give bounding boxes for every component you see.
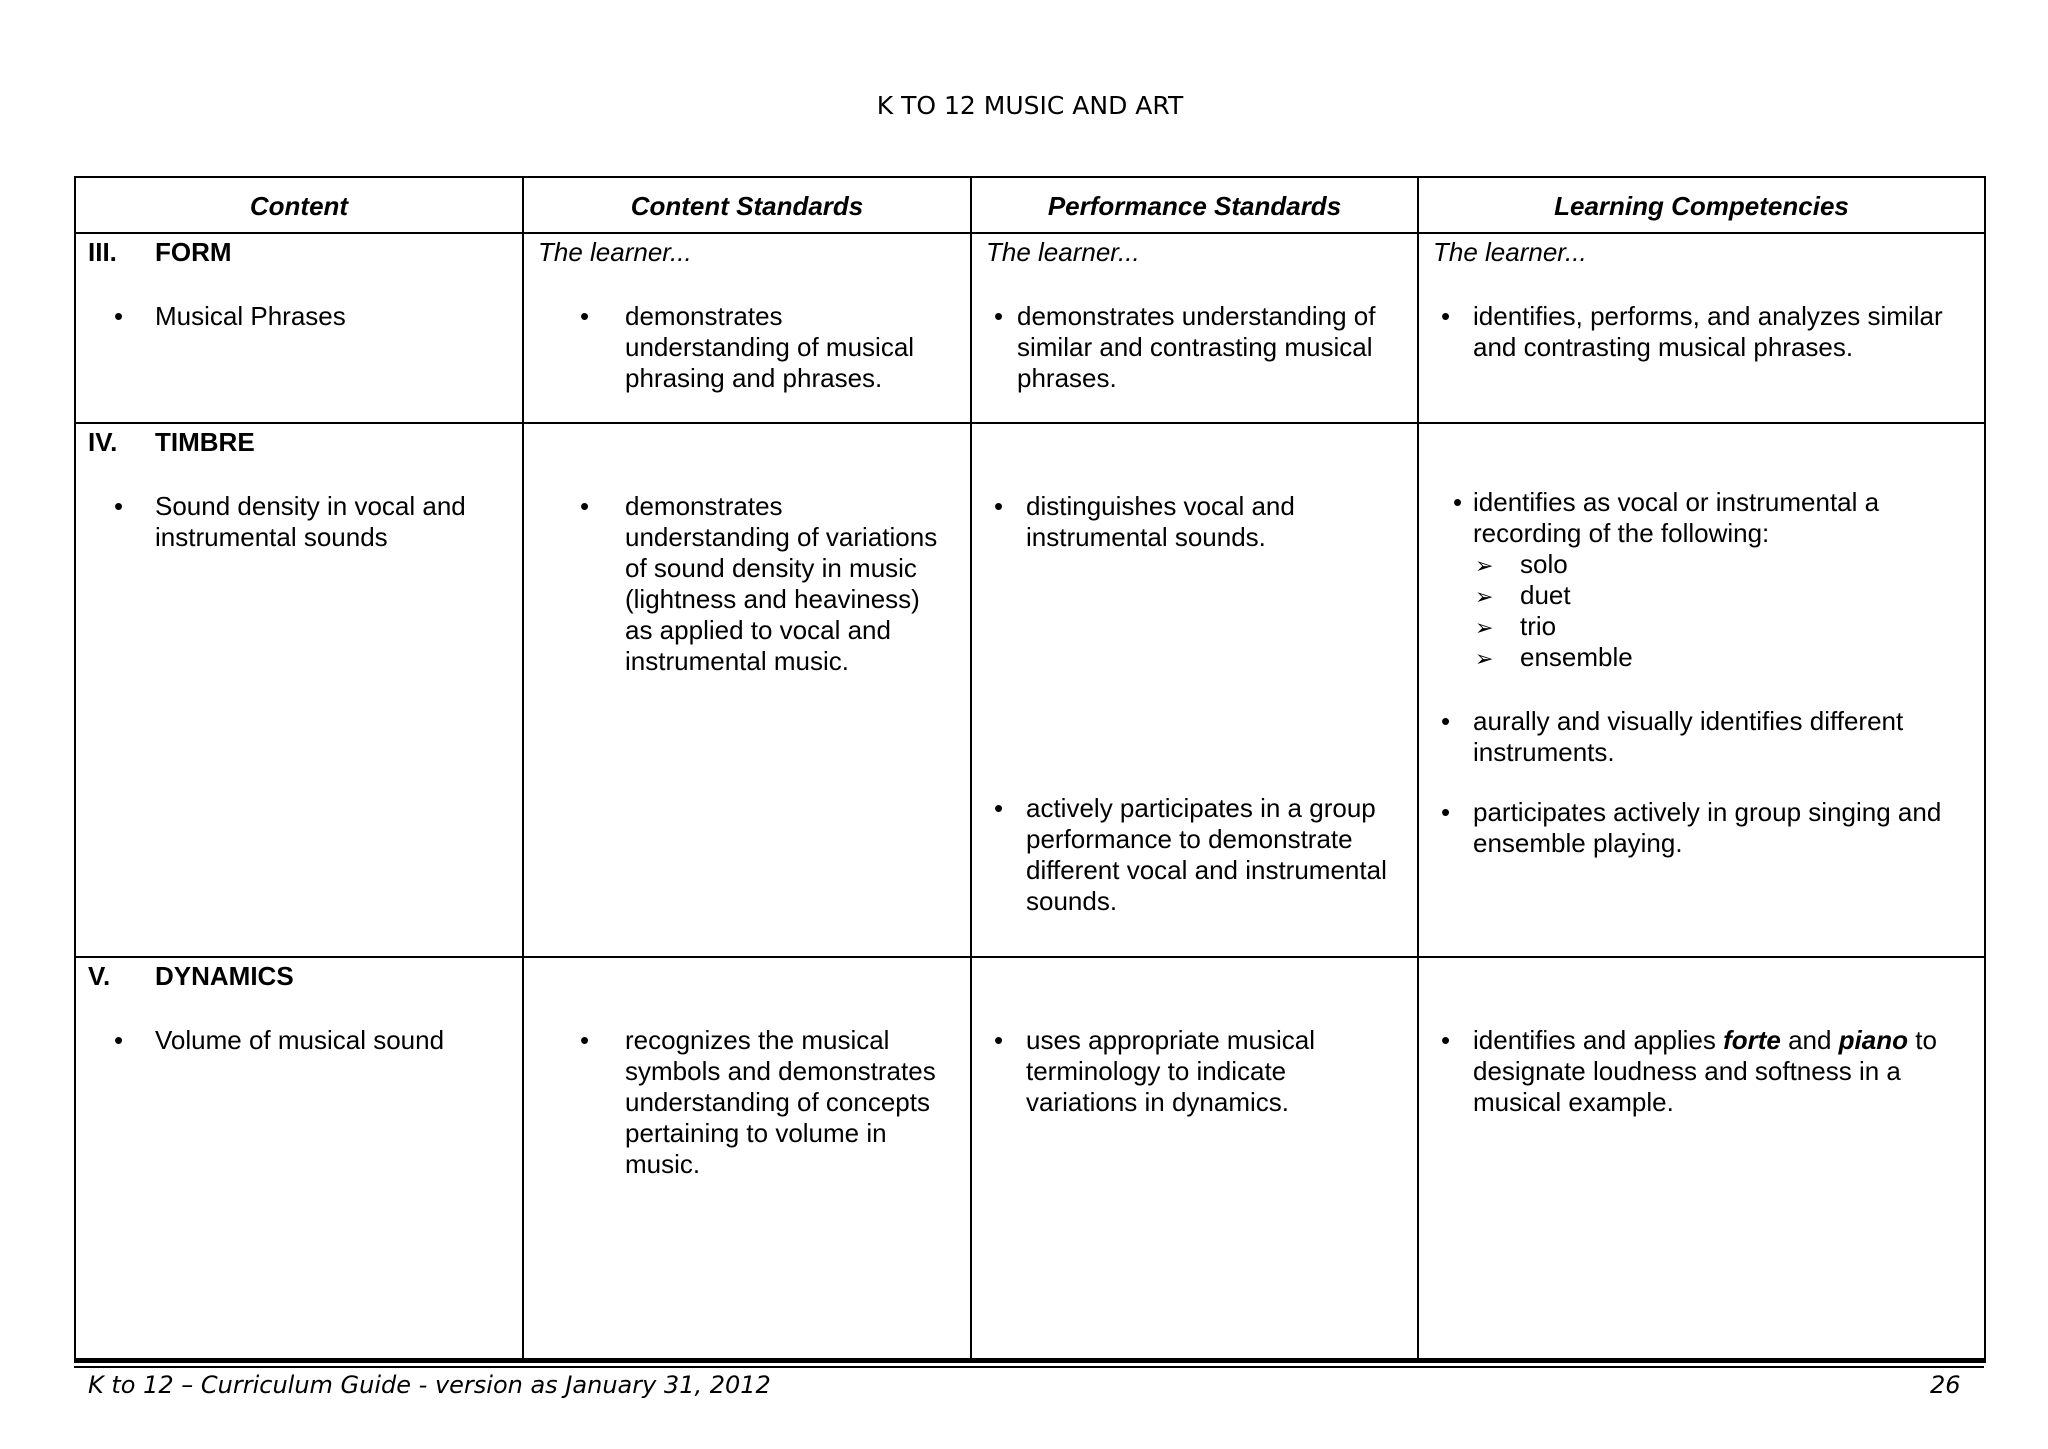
bullet-icon: • [1441,1025,1451,1055]
content-standards-cell [523,957,971,1362]
page-number: 26 [1930,1371,1961,1399]
list-item: trio [1520,611,1557,641]
table-row-timbre [75,423,1985,957]
content-cell [75,423,523,957]
bullet-icon: • [580,301,590,331]
section-title: FORM [155,237,232,267]
performance-standard-text: demonstrates understanding of similar and contrasting musical phrases. [1017,301,1376,393]
learner-intro: The learner... [538,237,692,267]
column-header-content-standards: Content Standards [523,177,971,233]
bullet-icon: • [114,491,124,521]
learner-intro: The learner... [1433,237,1587,267]
content-standard-text: demonstrates understanding of musical phrasing and phrases. [625,301,915,393]
bullet-icon: • [1453,487,1463,517]
bullet-icon: • [580,1025,590,1055]
performance-standards-cell [971,423,1418,957]
content-standards-cell [523,233,971,423]
section-title: TIMBRE [155,427,255,457]
column-header-performance-standards: Performance Standards [971,177,1418,233]
content-standard-text: demonstrates understanding of variations of sound density in music (lightness and heaviness) as applied to vocal and instrumental music. [625,491,938,676]
table-row-dynamics [75,957,1985,1362]
learning-competencies-cell [1418,957,1985,1362]
bullet-icon: • [1441,301,1451,331]
table-row-form [75,233,1985,423]
section-numeral: V. [88,961,111,991]
bullet-icon: • [580,491,590,521]
list-item: solo [1520,549,1568,579]
learning-competencies-cell [1418,233,1985,423]
performance-standards-cell [971,233,1418,423]
arrow-bullet-icon: ➢ [1475,554,1494,579]
bullet-icon: • [994,793,1004,823]
footer-divider-thin [74,1366,1984,1368]
footer-divider [74,1358,1984,1363]
arrow-bullet-icon: ➢ [1475,585,1494,610]
column-header-learning-competencies: Learning Competencies [1418,177,1985,233]
performance-standard-text: distinguishes vocal and instrumental sounds. [1026,491,1295,552]
bullet-icon: • [1441,797,1451,827]
content-cell [75,957,523,1362]
learning-competency-text: identifies, performs, and analyzes similar and contrasting musical phrases. [1473,301,1943,362]
learner-intro: The learner... [986,237,1140,267]
content-item: Musical Phrases [155,301,346,331]
content-standards-cell [523,423,971,957]
performance-standard-text: actively participates in a group performance to demonstrate different vocal and instrumental sounds. [1026,793,1387,916]
learning-competency-text: identifies as vocal or instrumental a recording of the following: [1473,487,1880,548]
table-header-row [75,177,1985,233]
content-standard-text: recognizes the musical symbols and demonstrates understanding of concepts pertaining to volume in music. [625,1025,936,1179]
content-item: Volume of musical sound [155,1025,445,1055]
page-header-title: K TO 12 MUSIC AND ART [876,91,1184,120]
learning-competency-text: identifies and applies forte and piano to designate loudness and softness in a musical example. [1473,1025,1937,1117]
arrow-bullet-icon: ➢ [1475,616,1494,641]
bullet-icon: • [994,491,1004,521]
performance-standards-cell [971,957,1418,1362]
column-header-content: Content [75,177,523,233]
footer-version-text: K to 12 – Curriculum Guide - version as January 31, 2012 [88,1371,771,1399]
bullet-icon: • [994,1025,1004,1055]
bullet-icon: • [994,301,1004,331]
learning-competencies-cell [1418,423,1985,957]
section-numeral: III. [88,237,117,267]
section-title: DYNAMICS [155,961,294,991]
bullet-icon: • [1441,706,1451,736]
section-numeral: IV. [88,427,118,457]
performance-standard-text: uses appropriate musical terminology to indicate variations in dynamics. [1026,1025,1316,1117]
curriculum-table [74,176,1986,1363]
list-item: ensemble [1520,642,1633,672]
learning-competency-text: participates actively in group singing and ensemble playing. [1473,797,1942,858]
arrow-bullet-icon: ➢ [1475,647,1494,672]
list-item: duet [1520,580,1571,610]
learning-competency-text: aurally and visually identifies different instruments. [1473,706,1904,767]
content-item: Sound density in vocal and instrumental sounds [155,491,466,552]
bullet-icon: • [114,301,124,331]
content-cell [75,233,523,423]
bullet-icon: • [114,1025,124,1055]
